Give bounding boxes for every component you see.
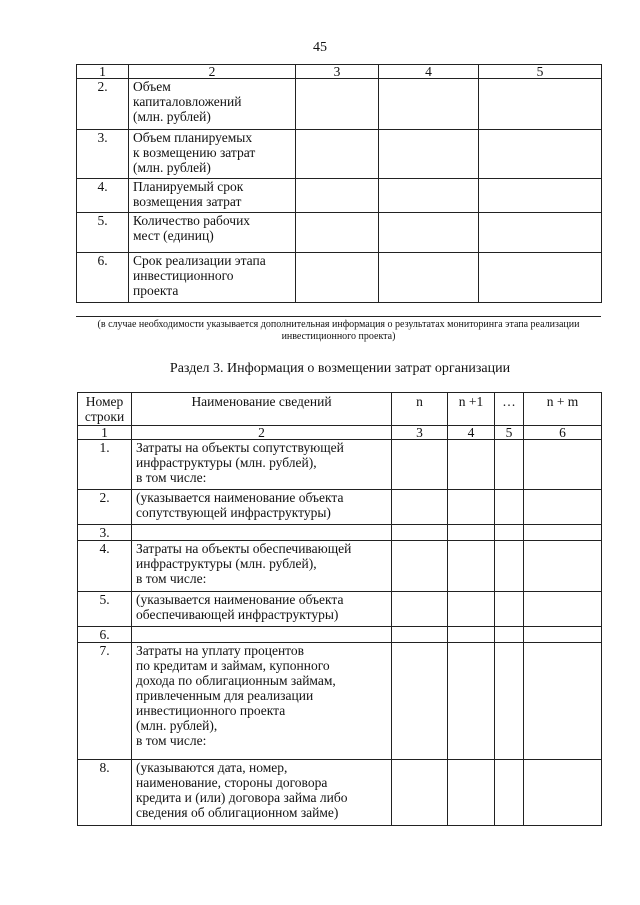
table-row — [77, 213, 602, 253]
page-number: 45 — [313, 40, 327, 55]
row-description: Объем капиталовложений (млн. рублей) — [129, 79, 296, 130]
numbering-cell: 1 — [78, 426, 132, 440]
value-cell — [296, 253, 379, 303]
row-number: 5. — [78, 592, 132, 627]
cost-reimbursement-table — [77, 392, 602, 826]
value-cell — [479, 130, 602, 179]
value-cell — [392, 541, 448, 592]
value-cell — [392, 525, 448, 541]
numbering-cell: 6 — [524, 426, 602, 440]
header-cell: 5 — [479, 65, 602, 79]
table-row — [78, 490, 602, 525]
numbering-cell: 5 — [495, 426, 524, 440]
row-number: 6. — [78, 627, 132, 643]
row-description — [132, 627, 392, 643]
row-description: Затраты на объекты сопутствующей инфраструктуры (млн. рублей), в том числе: — [132, 440, 392, 490]
row-number: 2. — [77, 79, 129, 130]
row-description: (указывается наименование объекта сопутствующей инфраструктуры) — [132, 490, 392, 525]
value-cell — [495, 490, 524, 525]
value-cell — [379, 130, 479, 179]
value-cell — [479, 253, 602, 303]
value-cell — [495, 541, 524, 592]
value-cell — [495, 643, 524, 760]
row-description: Планируемый срок возмещения затрат — [129, 179, 296, 213]
value-cell — [448, 627, 495, 643]
value-cell — [524, 760, 602, 826]
value-cell — [448, 592, 495, 627]
section-title: Раздел 3. Информация о возмещении затрат организации — [169, 361, 511, 376]
value-cell — [392, 627, 448, 643]
row-number: 6. — [77, 253, 129, 303]
row-number: 4. — [77, 179, 129, 213]
table-row — [77, 253, 602, 303]
row-description: Объем планируемых к возмещению затрат (млн. рублей) — [129, 130, 296, 179]
table-header-row — [77, 65, 602, 79]
column-numbering-row — [78, 426, 602, 440]
value-cell — [495, 760, 524, 826]
value-cell — [296, 179, 379, 213]
table-row — [78, 440, 602, 490]
header-name: Наименование сведений — [132, 393, 392, 426]
value-cell — [296, 130, 379, 179]
row-number: 5. — [77, 213, 129, 253]
row-description: Затраты на объекты обеспечивающей инфраструктуры (млн. рублей), в том числе: — [132, 541, 392, 592]
note-divider — [76, 316, 601, 317]
row-number: 4. — [78, 541, 132, 592]
table-row — [77, 130, 602, 179]
value-cell — [524, 643, 602, 760]
value-cell — [448, 490, 495, 525]
value-cell — [495, 525, 524, 541]
table-row — [78, 525, 602, 541]
value-cell — [479, 79, 602, 130]
value-cell — [392, 760, 448, 826]
table-row — [77, 179, 602, 213]
value-cell — [392, 440, 448, 490]
value-cell — [448, 643, 495, 760]
table-row — [78, 627, 602, 643]
value-cell — [479, 213, 602, 253]
value-cell — [379, 253, 479, 303]
table-row — [78, 541, 602, 592]
value-cell — [296, 213, 379, 253]
value-cell — [524, 592, 602, 627]
table-row — [78, 760, 602, 826]
header-n: n — [392, 393, 448, 426]
row-description: (указывается наименование объекта обеспечивающей инфраструктуры) — [132, 592, 392, 627]
value-cell — [379, 79, 479, 130]
value-cell — [524, 541, 602, 592]
value-cell — [448, 525, 495, 541]
row-number: 8. — [78, 760, 132, 826]
header-cell: 2 — [129, 65, 296, 79]
value-cell — [392, 643, 448, 760]
value-cell — [495, 440, 524, 490]
value-cell — [392, 592, 448, 627]
row-description: Затраты на уплату процентов по кредитам и займам, купонного дохода по облигационным займам, привлеченным для реализации инвестиционного проекта (млн. рублей), в том числе: — [132, 643, 392, 760]
value-cell — [524, 627, 602, 643]
value-cell — [448, 440, 495, 490]
header-cell: 4 — [379, 65, 479, 79]
row-description: Срок реализации этапа инвестиционного проекта — [129, 253, 296, 303]
value-cell — [524, 490, 602, 525]
table-row — [77, 79, 602, 130]
value-cell — [379, 213, 479, 253]
row-description: Количество рабочих мест (единиц) — [129, 213, 296, 253]
row-number: 3. — [77, 130, 129, 179]
row-number: 2. — [78, 490, 132, 525]
header-n-plus-m: n + m — [524, 393, 602, 426]
value-cell — [495, 592, 524, 627]
table-row — [78, 592, 602, 627]
numbering-cell: 4 — [448, 426, 495, 440]
value-cell — [379, 179, 479, 213]
value-cell — [524, 525, 602, 541]
row-number: 1. — [78, 440, 132, 490]
value-cell — [392, 490, 448, 525]
monitoring-note: (в случае необходимости указывается дополнительная информация о результатах мониторинга этапа реализации инвестиционного проекта) — [97, 319, 580, 342]
row-number: 7. — [78, 643, 132, 760]
row-number: 3. — [78, 525, 132, 541]
value-cell — [448, 541, 495, 592]
header-row-number: Номер строки — [78, 393, 132, 426]
numbering-cell: 3 — [392, 426, 448, 440]
table-row — [78, 643, 602, 760]
header-cell: 3 — [296, 65, 379, 79]
row-description: (указываются дата, номер, наименование, стороны договора кредита и (или) договора займа либо сведения об облигационном займе) — [132, 760, 392, 826]
value-cell — [448, 760, 495, 826]
value-cell — [495, 627, 524, 643]
value-cell — [479, 179, 602, 213]
results-table — [76, 64, 602, 303]
header-ellipsis: … — [495, 393, 524, 426]
value-cell — [524, 440, 602, 490]
header-cell: 1 — [77, 65, 129, 79]
numbering-cell: 2 — [132, 426, 392, 440]
header-n-plus-1: n +1 — [448, 393, 495, 426]
table-header-row — [78, 393, 602, 426]
row-description — [132, 525, 392, 541]
value-cell — [296, 79, 379, 130]
